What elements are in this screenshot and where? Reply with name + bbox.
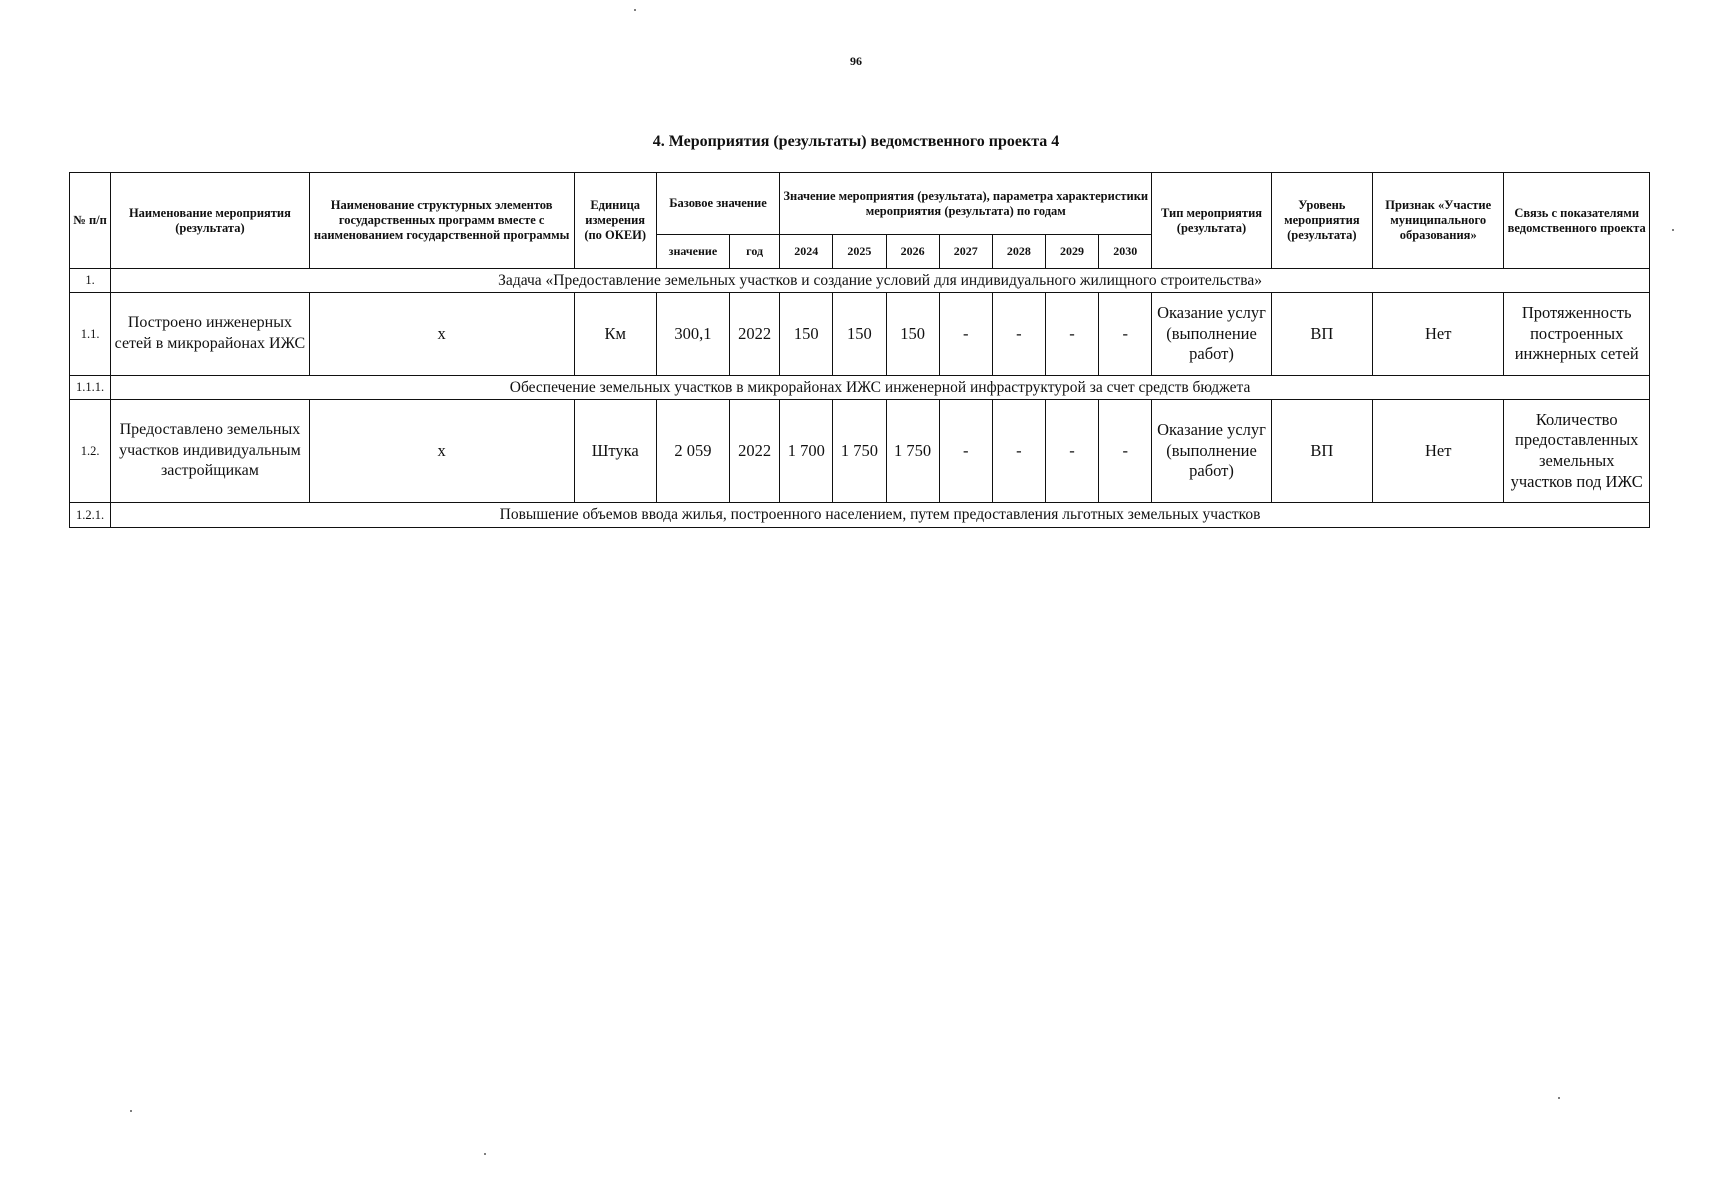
row-base-year: 2022 [730, 400, 780, 503]
row-base-year: 2022 [730, 293, 780, 376]
scan-speck [1558, 1097, 1560, 1099]
row-year-value: - [1045, 400, 1098, 503]
row-structural: х [309, 293, 574, 376]
row-year-value: - [992, 293, 1045, 376]
row-year-value: 150 [886, 293, 939, 376]
subtask-row [70, 376, 1650, 400]
row-year-value: - [939, 400, 992, 503]
header-year: 2026 [886, 235, 939, 269]
row-year-value: - [1099, 400, 1152, 503]
row-num: 1.1. [70, 293, 111, 376]
header-base-value: значение [656, 235, 729, 269]
row-name: Предоставлено земельных участков индивидуальным застройщикам [111, 400, 310, 503]
row-year-value: - [1045, 293, 1098, 376]
row-link: Количество предоставленных земельных участков под ИЖС [1504, 400, 1650, 503]
row-name: Построено инженерных сетей в микрорайонах ИЖС [111, 293, 310, 376]
row-link: Протяженность построенных инжнерных сетей [1504, 293, 1650, 376]
table-row [70, 400, 1650, 503]
header-row-top [70, 173, 1650, 235]
header-structural: Наименование структурных элементов государственных программ вместе с наименованием государственной программы [309, 173, 574, 269]
row-num: 1.2. [70, 400, 111, 503]
header-level: Уровень мероприятия (результата) [1271, 173, 1372, 269]
header-year: 2024 [780, 235, 833, 269]
row-type: Оказание услуг (выполнение работ) [1152, 400, 1271, 503]
row-unit: Штука [574, 400, 656, 503]
subtask-text: Обеспечение земельных участков в микрорайонах ИЖС инженерной инфраструктурой за счет средств бюджета [111, 376, 1650, 400]
header-municipal: Признак «Участие муниципального образования» [1373, 173, 1504, 269]
header-base-year: год [730, 235, 780, 269]
header-link: Связь с показателями ведомственного проекта [1504, 173, 1650, 269]
row-year-value: 150 [833, 293, 886, 376]
row-type: Оказание услуг (выполнение работ) [1152, 293, 1271, 376]
header-base: Базовое значение [656, 173, 779, 235]
header-unit: Единица измерения (по ОКЕИ) [574, 173, 656, 269]
document-title: 4. Мероприятия (результаты) ведомственного проекта 4 [652, 133, 1060, 150]
scan-speck [484, 1153, 486, 1155]
header-year: 2028 [992, 235, 1045, 269]
header-years-group: Значение мероприятия (результата), параметра характеристики мероприятия (результата) по годам [780, 173, 1152, 235]
header-name: Наименование мероприятия (результата) [111, 173, 310, 269]
header-type: Тип мероприятия (результата) [1152, 173, 1271, 269]
header-year: 2027 [939, 235, 992, 269]
row-municipal: Нет [1373, 400, 1504, 503]
row-unit: Км [574, 293, 656, 376]
row-year-value: 150 [780, 293, 833, 376]
task-text: Задача «Предоставление земельных участков и создание условий для индивидуального жилищного строительства» [111, 269, 1650, 293]
measures-table [69, 172, 1650, 528]
row-year-value: - [1099, 293, 1152, 376]
row-structural: х [309, 400, 574, 503]
row-year-value: 1 750 [833, 400, 886, 503]
row-level: ВП [1271, 293, 1372, 376]
row-year-value: - [939, 293, 992, 376]
page-number: 96 [850, 54, 862, 68]
scan-speck [1672, 229, 1674, 231]
subtask-text: Повышение объемов ввода жилья, построенного населением, путем предоставления льготных земельных участков [111, 503, 1650, 528]
table-row [70, 293, 1650, 376]
row-municipal: Нет [1373, 293, 1504, 376]
header-year: 2025 [833, 235, 886, 269]
row-level: ВП [1271, 400, 1372, 503]
scan-speck [634, 9, 636, 11]
row-base-value: 300,1 [656, 293, 729, 376]
row-year-value: 1 700 [780, 400, 833, 503]
scan-speck [130, 1110, 132, 1112]
row-base-value: 2 059 [656, 400, 729, 503]
row-year-value: - [992, 400, 1045, 503]
header-year: 2029 [1045, 235, 1098, 269]
task-num: 1. [70, 269, 111, 293]
subtask-num: 1.1.1. [70, 376, 111, 400]
header-year: 2030 [1099, 235, 1152, 269]
task-row [70, 269, 1650, 293]
row-year-value: 1 750 [886, 400, 939, 503]
subtask-num: 1.2.1. [70, 503, 111, 528]
header-num: № п/п [70, 173, 111, 269]
subtask-row [70, 503, 1650, 528]
